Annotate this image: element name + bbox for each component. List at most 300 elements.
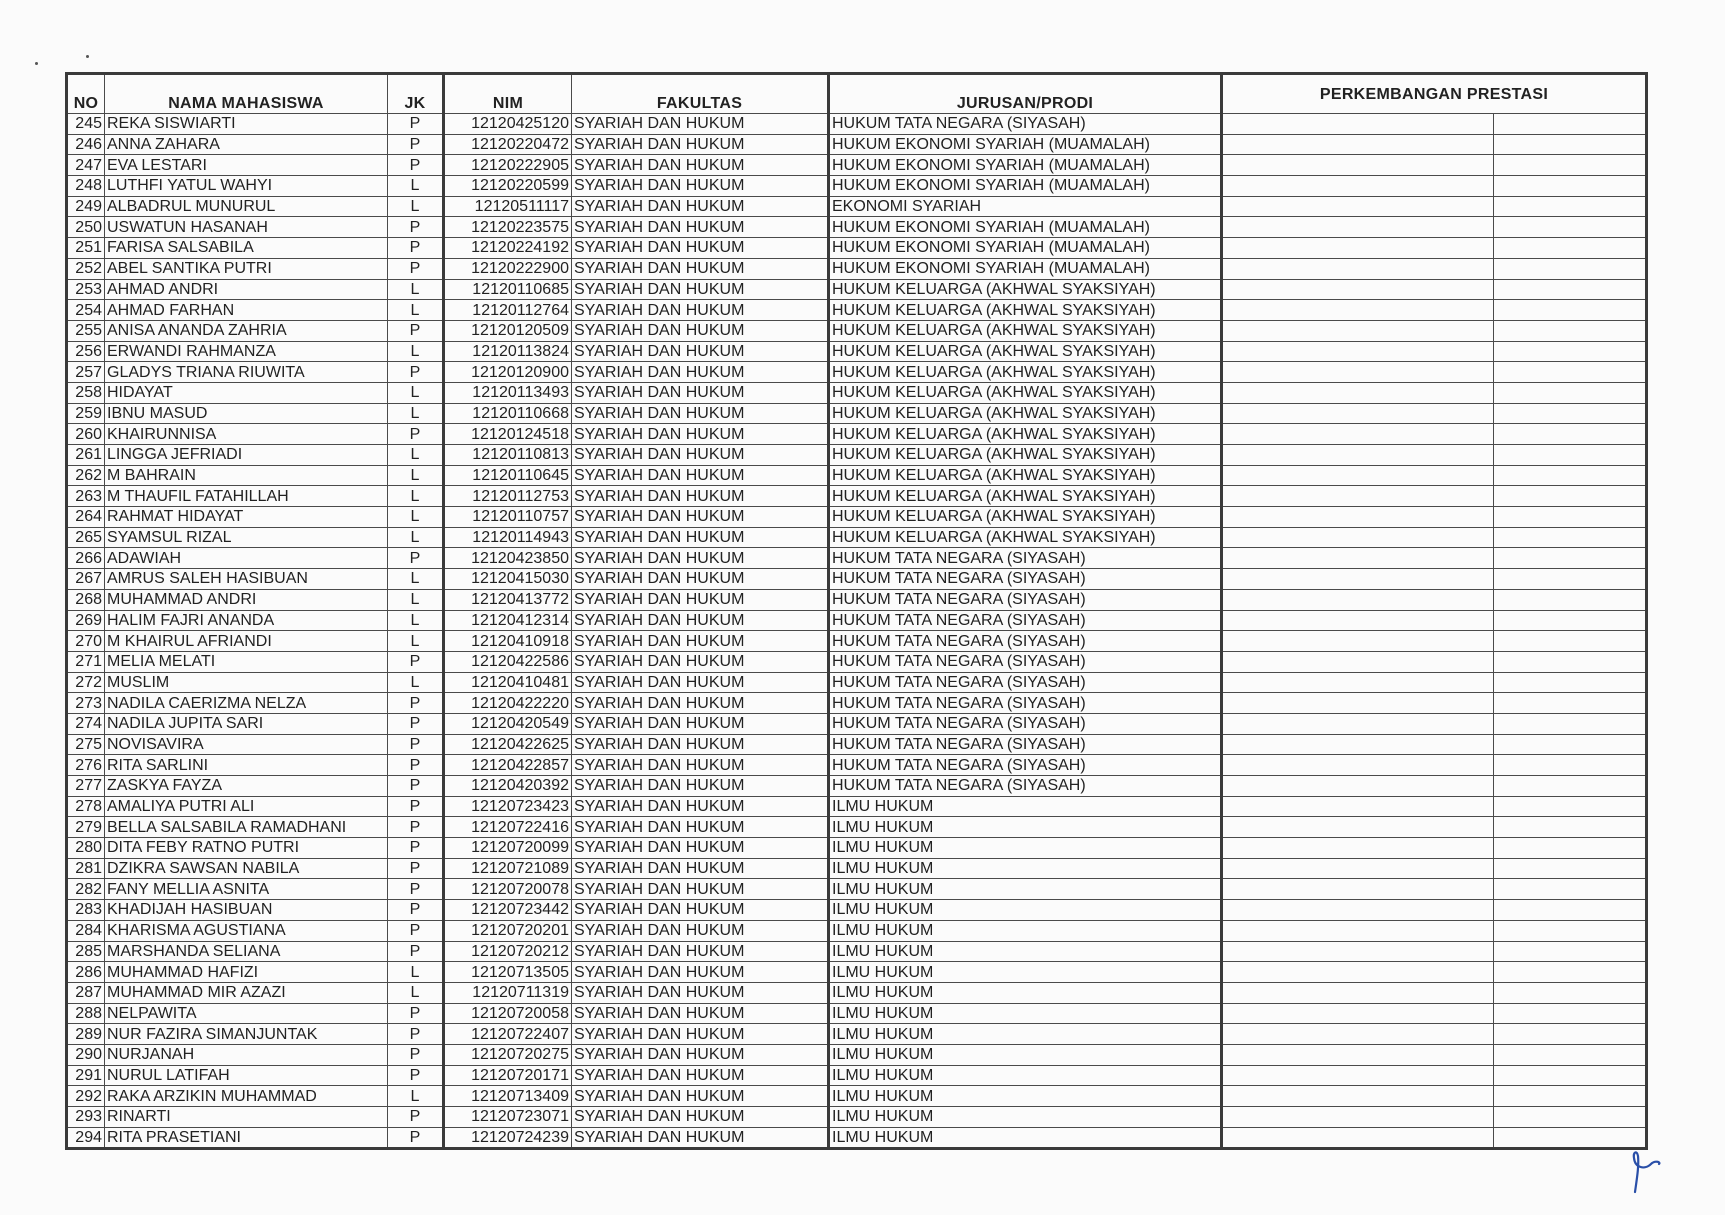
row-jurusan: HUKUM TATA NEGARA (SIYASAH) xyxy=(829,610,1222,631)
row-nim: 12120720275 xyxy=(444,1044,572,1065)
row-prestasi-cell xyxy=(1222,548,1494,569)
row-prestasi-cell xyxy=(1494,527,1647,548)
row-nim: 12120112753 xyxy=(444,486,572,507)
row-nama: KHADIJAH HASIBUAN xyxy=(105,900,388,921)
row-fakultas: SYARIAH DAN HUKUM xyxy=(572,258,829,279)
row-prestasi-cell xyxy=(1494,776,1647,797)
student-table xyxy=(65,72,1648,1150)
row-nama: M KHAIRUL AFRIANDI xyxy=(105,631,388,652)
row-no: 255 xyxy=(67,320,105,341)
row-prestasi-cell xyxy=(1494,445,1647,466)
row-jk: P xyxy=(388,217,444,238)
row-prestasi-cell xyxy=(1222,734,1494,755)
row-prestasi-cell xyxy=(1494,1086,1647,1107)
row-nama: MUHAMMAD ANDRI xyxy=(105,589,388,610)
table-row xyxy=(67,465,1647,486)
row-nama: NOVISAVIRA xyxy=(105,734,388,755)
row-fakultas: SYARIAH DAN HUKUM xyxy=(572,796,829,817)
row-jk: P xyxy=(388,1044,444,1065)
row-fakultas: SYARIAH DAN HUKUM xyxy=(572,134,829,155)
row-jurusan: HUKUM TATA NEGARA (SIYASAH) xyxy=(829,548,1222,569)
row-nama: MUHAMMAD MIR AZAZI xyxy=(105,982,388,1003)
row-jk: P xyxy=(388,320,444,341)
row-prestasi-cell xyxy=(1222,962,1494,983)
row-jk: L xyxy=(388,962,444,983)
row-nim: 12120724239 xyxy=(444,1127,572,1149)
row-prestasi-cell xyxy=(1222,838,1494,859)
row-no: 289 xyxy=(67,1024,105,1045)
row-prestasi-cell xyxy=(1494,858,1647,879)
row-prestasi-cell xyxy=(1222,651,1494,672)
row-fakultas: SYARIAH DAN HUKUM xyxy=(572,941,829,962)
row-jurusan: HUKUM TATA NEGARA (SIYASAH) xyxy=(829,569,1222,590)
row-prestasi-cell xyxy=(1222,445,1494,466)
table-row xyxy=(67,796,1647,817)
row-prestasi-cell xyxy=(1494,1003,1647,1024)
row-fakultas: SYARIAH DAN HUKUM xyxy=(572,569,829,590)
table-row xyxy=(67,610,1647,631)
row-nama: ALBADRUL MUNURUL xyxy=(105,196,388,217)
row-no: 265 xyxy=(67,527,105,548)
row-jurusan: HUKUM KELUARGA (AKHWAL SYAKSIYAH) xyxy=(829,465,1222,486)
row-fakultas: SYARIAH DAN HUKUM xyxy=(572,651,829,672)
row-jk: P xyxy=(388,1065,444,1086)
row-prestasi-cell xyxy=(1494,1024,1647,1045)
row-fakultas: SYARIAH DAN HUKUM xyxy=(572,962,829,983)
table-row xyxy=(67,900,1647,921)
row-fakultas: SYARIAH DAN HUKUM xyxy=(572,465,829,486)
row-jk: P xyxy=(388,879,444,900)
row-nama: ANNA ZAHARA xyxy=(105,134,388,155)
row-nim: 12120723442 xyxy=(444,900,572,921)
row-jk: P xyxy=(388,1107,444,1128)
row-prestasi-cell xyxy=(1494,920,1647,941)
row-nama: NELPAWITA xyxy=(105,1003,388,1024)
table-row xyxy=(67,362,1647,383)
table-row xyxy=(67,734,1647,755)
row-nama: MELIA MELATI xyxy=(105,651,388,672)
row-nama: AMALIYA PUTRI ALI xyxy=(105,796,388,817)
row-no: 260 xyxy=(67,424,105,445)
row-nama: GLADYS TRIANA RIUWITA xyxy=(105,362,388,383)
table-row xyxy=(67,1044,1647,1065)
row-nama: M BAHRAIN xyxy=(105,465,388,486)
row-jk: P xyxy=(388,134,444,155)
row-no: 262 xyxy=(67,465,105,486)
row-fakultas: SYARIAH DAN HUKUM xyxy=(572,445,829,466)
row-fakultas: SYARIAH DAN HUKUM xyxy=(572,776,829,797)
row-jk: P xyxy=(388,1003,444,1024)
row-jk: P xyxy=(388,734,444,755)
row-prestasi-cell xyxy=(1494,1107,1647,1128)
table-row xyxy=(67,217,1647,238)
row-fakultas: SYARIAH DAN HUKUM xyxy=(572,300,829,321)
row-fakultas: SYARIAH DAN HUKUM xyxy=(572,1044,829,1065)
row-jurusan: HUKUM KELUARGA (AKHWAL SYAKSIYAH) xyxy=(829,320,1222,341)
row-nama: DITA FEBY RATNO PUTRI xyxy=(105,838,388,859)
row-fakultas: SYARIAH DAN HUKUM xyxy=(572,589,829,610)
row-nim: 12120222905 xyxy=(444,155,572,176)
row-jurusan: HUKUM TATA NEGARA (SIYASAH) xyxy=(829,589,1222,610)
row-nama: RITA SARLINI xyxy=(105,755,388,776)
row-jurusan: ILMU HUKUM xyxy=(829,900,1222,921)
row-nama: ANISA ANANDA ZAHRIA xyxy=(105,320,388,341)
table-row xyxy=(67,982,1647,1003)
table-row xyxy=(67,424,1647,445)
row-prestasi-cell xyxy=(1494,838,1647,859)
row-no: 278 xyxy=(67,796,105,817)
table-row xyxy=(67,713,1647,734)
row-prestasi-cell xyxy=(1222,320,1494,341)
row-no: 252 xyxy=(67,258,105,279)
row-nim: 12120720058 xyxy=(444,1003,572,1024)
row-nim: 12120422857 xyxy=(444,755,572,776)
row-nama: FARISA SALSABILA xyxy=(105,238,388,259)
row-jurusan: HUKUM EKONOMI SYARIAH (MUAMALAH) xyxy=(829,217,1222,238)
row-prestasi-cell xyxy=(1494,796,1647,817)
row-prestasi-cell xyxy=(1222,382,1494,403)
table-row xyxy=(67,279,1647,300)
row-prestasi-cell xyxy=(1494,631,1647,652)
row-jk: L xyxy=(388,403,444,424)
table-row xyxy=(67,817,1647,838)
row-jk: L xyxy=(388,610,444,631)
row-prestasi-cell xyxy=(1222,796,1494,817)
row-nama: ADAWIAH xyxy=(105,548,388,569)
row-nim: 12120410481 xyxy=(444,672,572,693)
row-jk: P xyxy=(388,258,444,279)
table-row xyxy=(67,486,1647,507)
row-nama: LUTHFI YATUL WAHYI xyxy=(105,176,388,197)
row-prestasi-cell xyxy=(1222,486,1494,507)
row-prestasi-cell xyxy=(1222,713,1494,734)
row-no: 285 xyxy=(67,941,105,962)
row-prestasi-cell xyxy=(1494,569,1647,590)
row-fakultas: SYARIAH DAN HUKUM xyxy=(572,548,829,569)
row-no: 283 xyxy=(67,900,105,921)
row-jk: P xyxy=(388,424,444,445)
row-nim: 12120722416 xyxy=(444,817,572,838)
row-jk: P xyxy=(388,817,444,838)
row-prestasi-cell xyxy=(1494,114,1647,135)
row-prestasi-cell xyxy=(1222,1003,1494,1024)
row-prestasi-cell xyxy=(1494,176,1647,197)
row-prestasi-cell xyxy=(1222,362,1494,383)
table-row xyxy=(67,176,1647,197)
row-jurusan: HUKUM TATA NEGARA (SIYASAH) xyxy=(829,734,1222,755)
row-prestasi-cell xyxy=(1222,1044,1494,1065)
row-no: 248 xyxy=(67,176,105,197)
row-prestasi-cell xyxy=(1494,734,1647,755)
row-prestasi-cell xyxy=(1222,507,1494,528)
row-nim: 12120425120 xyxy=(444,114,572,135)
row-nim: 12120114943 xyxy=(444,527,572,548)
row-prestasi-cell xyxy=(1222,631,1494,652)
row-jk: P xyxy=(388,838,444,859)
row-jurusan: HUKUM TATA NEGARA (SIYASAH) xyxy=(829,776,1222,797)
row-no: 272 xyxy=(67,672,105,693)
row-no: 251 xyxy=(67,238,105,259)
row-jurusan: HUKUM KELUARGA (AKHWAL SYAKSIYAH) xyxy=(829,382,1222,403)
row-fakultas: SYARIAH DAN HUKUM xyxy=(572,1107,829,1128)
row-nama: EVA LESTARI xyxy=(105,155,388,176)
row-jk: P xyxy=(388,920,444,941)
row-jurusan: ILMU HUKUM xyxy=(829,817,1222,838)
row-jurusan: HUKUM KELUARGA (AKHWAL SYAKSIYAH) xyxy=(829,279,1222,300)
row-nim: 12120720171 xyxy=(444,1065,572,1086)
table-row xyxy=(67,693,1647,714)
row-prestasi-cell xyxy=(1494,610,1647,631)
row-fakultas: SYARIAH DAN HUKUM xyxy=(572,196,829,217)
row-jurusan: ILMU HUKUM xyxy=(829,1086,1222,1107)
row-no: 270 xyxy=(67,631,105,652)
row-fakultas: SYARIAH DAN HUKUM xyxy=(572,279,829,300)
row-nim: 12120720212 xyxy=(444,941,572,962)
row-nim: 12120415030 xyxy=(444,569,572,590)
row-no: 259 xyxy=(67,403,105,424)
row-jurusan: ILMU HUKUM xyxy=(829,858,1222,879)
row-jurusan: HUKUM EKONOMI SYARIAH (MUAMALAH) xyxy=(829,176,1222,197)
row-fakultas: SYARIAH DAN HUKUM xyxy=(572,155,829,176)
row-prestasi-cell xyxy=(1494,403,1647,424)
row-nim: 12120721089 xyxy=(444,858,572,879)
row-nim: 12120720099 xyxy=(444,838,572,859)
row-nim: 12120720201 xyxy=(444,920,572,941)
row-no: 294 xyxy=(67,1127,105,1149)
row-prestasi-cell xyxy=(1222,155,1494,176)
row-jurusan: EKONOMI SYARIAH xyxy=(829,196,1222,217)
row-prestasi-cell xyxy=(1494,672,1647,693)
row-jurusan: HUKUM EKONOMI SYARIAH (MUAMALAH) xyxy=(829,258,1222,279)
row-fakultas: SYARIAH DAN HUKUM xyxy=(572,362,829,383)
row-prestasi-cell xyxy=(1222,176,1494,197)
row-nim: 12120120509 xyxy=(444,320,572,341)
row-no: 247 xyxy=(67,155,105,176)
row-jurusan: ILMU HUKUM xyxy=(829,1003,1222,1024)
row-nim: 12120722407 xyxy=(444,1024,572,1045)
row-prestasi-cell xyxy=(1222,941,1494,962)
row-prestasi-cell xyxy=(1222,879,1494,900)
row-jurusan: ILMU HUKUM xyxy=(829,879,1222,900)
row-fakultas: SYARIAH DAN HUKUM xyxy=(572,114,829,135)
col-header-nama: NAMA MAHASISWA xyxy=(105,74,388,114)
row-nama: NUR FAZIRA SIMANJUNTAK xyxy=(105,1024,388,1045)
row-no: 253 xyxy=(67,279,105,300)
row-nim: 12120511117 xyxy=(444,196,572,217)
row-fakultas: SYARIAH DAN HUKUM xyxy=(572,1127,829,1149)
row-jurusan: ILMU HUKUM xyxy=(829,962,1222,983)
row-no: 281 xyxy=(67,858,105,879)
row-nama: NURUL LATIFAH xyxy=(105,1065,388,1086)
row-jurusan: HUKUM KELUARGA (AKHWAL SYAKSIYAH) xyxy=(829,507,1222,528)
row-jurusan: HUKUM TATA NEGARA (SIYASAH) xyxy=(829,713,1222,734)
row-nama: MUHAMMAD HAFIZI xyxy=(105,962,388,983)
row-fakultas: SYARIAH DAN HUKUM xyxy=(572,817,829,838)
row-nama: RINARTI xyxy=(105,1107,388,1128)
table-row xyxy=(67,589,1647,610)
row-prestasi-cell xyxy=(1222,693,1494,714)
row-jk: P xyxy=(388,900,444,921)
row-prestasi-cell xyxy=(1494,755,1647,776)
row-nim: 12120410918 xyxy=(444,631,572,652)
row-nim: 12120723423 xyxy=(444,796,572,817)
row-jk: P xyxy=(388,776,444,797)
table-row xyxy=(67,114,1647,135)
row-prestasi-cell xyxy=(1222,920,1494,941)
row-prestasi-cell xyxy=(1222,465,1494,486)
row-prestasi-cell xyxy=(1494,486,1647,507)
row-jk: L xyxy=(388,196,444,217)
table-row xyxy=(67,755,1647,776)
row-prestasi-cell xyxy=(1222,817,1494,838)
row-nama: ERWANDI RAHMANZA xyxy=(105,341,388,362)
row-fakultas: SYARIAH DAN HUKUM xyxy=(572,320,829,341)
col-header-prestasi: PERKEMBANGAN PRESTASI xyxy=(1222,74,1647,114)
row-fakultas: SYARIAH DAN HUKUM xyxy=(572,486,829,507)
table-row xyxy=(67,1024,1647,1045)
row-nim: 12120420549 xyxy=(444,713,572,734)
row-nama: DZIKRA SAWSAN NABILA xyxy=(105,858,388,879)
col-header-jurusan: JURUSAN/PRODI xyxy=(829,74,1222,114)
row-prestasi-cell xyxy=(1494,465,1647,486)
row-prestasi-cell xyxy=(1494,134,1647,155)
row-prestasi-cell xyxy=(1222,424,1494,445)
table-row xyxy=(67,507,1647,528)
row-prestasi-cell xyxy=(1222,1086,1494,1107)
row-nama: ABEL SANTIKA PUTRI xyxy=(105,258,388,279)
row-nim: 12120412314 xyxy=(444,610,572,631)
row-prestasi-cell xyxy=(1494,1127,1647,1149)
row-nim: 12120420392 xyxy=(444,776,572,797)
row-jurusan: HUKUM KELUARGA (AKHWAL SYAKSIYAH) xyxy=(829,362,1222,383)
row-prestasi-cell xyxy=(1494,548,1647,569)
row-fakultas: SYARIAH DAN HUKUM xyxy=(572,920,829,941)
row-jk: L xyxy=(388,631,444,652)
row-prestasi-cell xyxy=(1494,941,1647,962)
row-nim: 12120224192 xyxy=(444,238,572,259)
row-jk: P xyxy=(388,651,444,672)
row-no: 290 xyxy=(67,1044,105,1065)
row-jurusan: HUKUM TATA NEGARA (SIYASAH) xyxy=(829,651,1222,672)
row-jurusan: ILMU HUKUM xyxy=(829,1065,1222,1086)
row-jk: P xyxy=(388,362,444,383)
row-no: 269 xyxy=(67,610,105,631)
row-nim: 12120713409 xyxy=(444,1086,572,1107)
row-no: 284 xyxy=(67,920,105,941)
row-nim: 12120711319 xyxy=(444,982,572,1003)
row-prestasi-cell xyxy=(1222,610,1494,631)
row-no: 271 xyxy=(67,651,105,672)
row-jk: P xyxy=(388,796,444,817)
row-prestasi-cell xyxy=(1494,155,1647,176)
row-nama: BELLA SALSABILA RAMADHANI xyxy=(105,817,388,838)
row-jk: P xyxy=(388,713,444,734)
row-prestasi-cell xyxy=(1222,341,1494,362)
row-no: 245 xyxy=(67,114,105,135)
row-no: 276 xyxy=(67,755,105,776)
row-jk: P xyxy=(388,858,444,879)
row-prestasi-cell xyxy=(1494,1044,1647,1065)
row-prestasi-cell xyxy=(1494,507,1647,528)
row-jurusan: HUKUM EKONOMI SYARIAH (MUAMALAH) xyxy=(829,238,1222,259)
row-nama: AHMAD ANDRI xyxy=(105,279,388,300)
row-no: 268 xyxy=(67,589,105,610)
row-no: 288 xyxy=(67,1003,105,1024)
row-prestasi-cell xyxy=(1494,651,1647,672)
row-jk: L xyxy=(388,1086,444,1107)
row-nim: 12120110813 xyxy=(444,445,572,466)
row-fakultas: SYARIAH DAN HUKUM xyxy=(572,527,829,548)
row-nama: NURJANAH xyxy=(105,1044,388,1065)
row-jk: P xyxy=(388,114,444,135)
row-fakultas: SYARIAH DAN HUKUM xyxy=(572,238,829,259)
row-nama: HALIM FAJRI ANANDA xyxy=(105,610,388,631)
row-prestasi-cell xyxy=(1222,1107,1494,1128)
row-fakultas: SYARIAH DAN HUKUM xyxy=(572,507,829,528)
row-jurusan: HUKUM KELUARGA (AKHWAL SYAKSIYAH) xyxy=(829,424,1222,445)
row-jk: L xyxy=(388,341,444,362)
row-jurusan: ILMU HUKUM xyxy=(829,1127,1222,1149)
row-nama: FANY MELLIA ASNITA xyxy=(105,879,388,900)
row-no: 277 xyxy=(67,776,105,797)
row-nama: USWATUN HASANAH xyxy=(105,217,388,238)
row-jk: L xyxy=(388,507,444,528)
row-no: 274 xyxy=(67,713,105,734)
row-nama: NADILA CAERIZMA NELZA xyxy=(105,693,388,714)
row-jk: P xyxy=(388,693,444,714)
row-prestasi-cell xyxy=(1494,713,1647,734)
row-nim: 12120422625 xyxy=(444,734,572,755)
row-nama: LINGGA JEFRIADI xyxy=(105,445,388,466)
table-row xyxy=(67,341,1647,362)
row-nim: 12120423850 xyxy=(444,548,572,569)
table-row xyxy=(67,527,1647,548)
table-row xyxy=(67,858,1647,879)
row-prestasi-cell xyxy=(1222,776,1494,797)
table-row xyxy=(67,1127,1647,1149)
table-row xyxy=(67,651,1647,672)
row-nim: 12120110685 xyxy=(444,279,572,300)
row-jk: L xyxy=(388,672,444,693)
col-header-jk: JK xyxy=(388,74,444,114)
row-nim: 12120223575 xyxy=(444,217,572,238)
col-header-nim: NIM xyxy=(444,74,572,114)
table-row xyxy=(67,776,1647,797)
row-jk: L xyxy=(388,569,444,590)
row-fakultas: SYARIAH DAN HUKUM xyxy=(572,693,829,714)
row-prestasi-cell xyxy=(1222,900,1494,921)
row-jurusan: HUKUM KELUARGA (AKHWAL SYAKSIYAH) xyxy=(829,527,1222,548)
row-no: 258 xyxy=(67,382,105,403)
row-jk: L xyxy=(388,465,444,486)
table-row xyxy=(67,569,1647,590)
row-nim: 12120222900 xyxy=(444,258,572,279)
row-jk: L xyxy=(388,300,444,321)
table-row xyxy=(67,631,1647,652)
row-prestasi-cell xyxy=(1222,279,1494,300)
row-no: 249 xyxy=(67,196,105,217)
row-prestasi-cell xyxy=(1494,962,1647,983)
table-row xyxy=(67,1086,1647,1107)
row-prestasi-cell xyxy=(1222,982,1494,1003)
row-fakultas: SYARIAH DAN HUKUM xyxy=(572,341,829,362)
row-prestasi-cell xyxy=(1494,196,1647,217)
initial-signature-mark xyxy=(1625,1148,1665,1198)
row-nim: 12120110645 xyxy=(444,465,572,486)
row-jk: L xyxy=(388,589,444,610)
row-prestasi-cell xyxy=(1494,341,1647,362)
row-no: 267 xyxy=(67,569,105,590)
